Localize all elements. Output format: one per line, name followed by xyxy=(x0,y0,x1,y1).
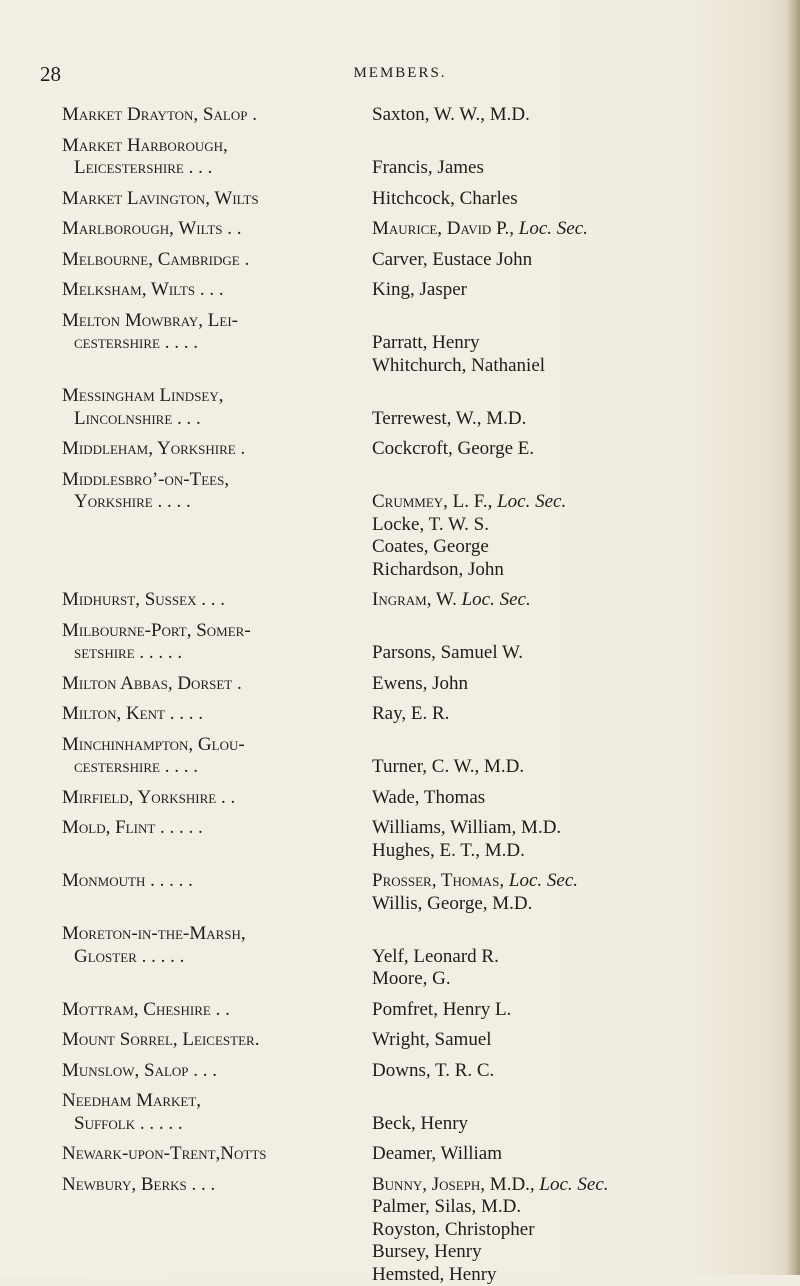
place-name xyxy=(62,385,372,430)
member-names xyxy=(372,1090,762,1135)
member-names xyxy=(372,589,762,612)
place-line: Lincolnshire . . . xyxy=(62,408,372,431)
member-names xyxy=(372,310,762,378)
member-name: Hitchcock, Charles xyxy=(372,188,762,211)
member-name: Beck, Henry xyxy=(372,1113,762,1136)
name-suffix: M.D., xyxy=(485,1174,535,1195)
line-spacer xyxy=(372,310,762,333)
page-header xyxy=(0,62,800,90)
member-name: Terrewest, W., M.D. xyxy=(372,408,762,431)
line-spacer xyxy=(372,385,762,408)
member-name: Francis, James xyxy=(372,157,762,180)
member-name xyxy=(372,589,762,612)
place-line: Suffolk . . . . . xyxy=(62,1113,372,1136)
member-list xyxy=(62,104,762,1286)
local-secretary-label: Loc. Sec. xyxy=(535,1174,609,1195)
place-line: Gloster . . . . . xyxy=(62,946,372,969)
member-names xyxy=(372,673,762,696)
secretary-name: Maurice, David P., xyxy=(372,218,514,239)
member-name: Moore, G. xyxy=(372,968,762,991)
member-names xyxy=(372,620,762,665)
secretary-name: Ingram, W. xyxy=(372,589,457,610)
place-name xyxy=(62,1174,372,1286)
member-name: Palmer, Silas, M.D. xyxy=(372,1196,762,1219)
place-line: Market Drayton, Salop . xyxy=(62,104,372,127)
place-name xyxy=(62,469,372,582)
member-name: Downs, T. R. C. xyxy=(372,1060,762,1083)
secretary-name: Bunny, Joseph, xyxy=(372,1174,485,1195)
place-line: Moreton-in-the-Marsh, xyxy=(62,923,372,946)
member-names xyxy=(372,385,762,430)
place-name xyxy=(62,673,372,696)
member-name: Ewens, John xyxy=(372,673,762,696)
member-name xyxy=(372,218,762,241)
member-names xyxy=(372,249,762,272)
member-names xyxy=(372,923,762,991)
member-entry xyxy=(62,469,762,582)
place-line: Mottram, Cheshire . . xyxy=(62,999,372,1022)
member-name xyxy=(372,870,762,893)
member-names xyxy=(372,438,762,461)
local-secretary-label: Loc. Sec. xyxy=(504,870,578,891)
place-name xyxy=(62,870,372,915)
local-secretary-label: Loc. Sec. xyxy=(457,589,531,610)
member-entry xyxy=(62,787,762,810)
place-line: cestershire . . . . xyxy=(62,332,372,355)
member-entry xyxy=(62,310,762,378)
member-name: Parsons, Samuel W. xyxy=(372,642,762,665)
line-spacer xyxy=(372,1090,762,1113)
place-line: Melbourne, Cambridge . xyxy=(62,249,372,272)
member-name: Yelf, Leonard R. xyxy=(372,946,762,969)
place-line: Mount Sorrel, Leicester. xyxy=(62,1029,372,1052)
member-entry xyxy=(62,999,762,1022)
place-line: Milton Abbas, Dorset . xyxy=(62,673,372,696)
member-name: Cockcroft, George E. xyxy=(372,438,762,461)
place-line: Newark-upon-Trent,Notts xyxy=(62,1143,372,1166)
member-names xyxy=(372,218,762,241)
place-name xyxy=(62,817,372,862)
member-names xyxy=(372,279,762,302)
running-head: MEMBERS. xyxy=(0,65,800,82)
local-secretary-label: Loc. Sec. xyxy=(492,491,566,512)
member-names xyxy=(372,734,762,779)
place-name xyxy=(62,1143,372,1166)
member-names xyxy=(372,787,762,810)
place-line: Milbourne-Port, Somer- xyxy=(62,620,372,643)
place-name xyxy=(62,249,372,272)
place-line: Middleham, Yorkshire . xyxy=(62,438,372,461)
member-names xyxy=(372,469,762,582)
member-names xyxy=(372,1174,762,1286)
place-line: Melksham, Wilts . . . xyxy=(62,279,372,302)
member-entry xyxy=(62,1060,762,1083)
member-name xyxy=(372,491,762,514)
place-line: setshire . . . . . xyxy=(62,642,372,665)
place-name xyxy=(62,703,372,726)
member-name: Bursey, Henry xyxy=(372,1241,762,1264)
local-secretary-label: Loc. Sec. xyxy=(514,218,588,239)
place-name xyxy=(62,279,372,302)
member-entry xyxy=(62,385,762,430)
place-line: Minchinhampton, Glou- xyxy=(62,734,372,757)
member-name xyxy=(372,1174,762,1197)
place-name xyxy=(62,999,372,1022)
member-name: Deamer, William xyxy=(372,1143,762,1166)
place-line: Monmouth . . . . . xyxy=(62,870,372,893)
place-name xyxy=(62,1060,372,1083)
place-line: Middlesbro’-on-Tees, xyxy=(62,469,372,492)
member-entry xyxy=(62,673,762,696)
secretary-name: Prosser, Thomas, xyxy=(372,870,504,891)
line-spacer xyxy=(372,734,762,757)
place-line: Newbury, Berks . . . xyxy=(62,1174,372,1197)
place-line: Munslow, Salop . . . xyxy=(62,1060,372,1083)
member-names xyxy=(372,1143,762,1166)
member-entry xyxy=(62,279,762,302)
page-number: 28 xyxy=(40,62,61,87)
place-name xyxy=(62,1029,372,1052)
member-name: Hughes, E. T., M.D. xyxy=(372,840,762,863)
member-names xyxy=(372,104,762,127)
member-names xyxy=(372,870,762,915)
member-name: Pomfret, Henry L. xyxy=(372,999,762,1022)
member-entry xyxy=(62,1029,762,1052)
place-line: Needham Market, xyxy=(62,1090,372,1113)
member-names xyxy=(372,188,762,211)
line-spacer xyxy=(372,469,762,492)
place-name xyxy=(62,135,372,180)
member-names xyxy=(372,817,762,862)
line-spacer xyxy=(372,135,762,158)
member-entry xyxy=(62,817,762,862)
member-name: Royston, Christopher xyxy=(372,1219,762,1242)
member-name: Hemsted, Henry xyxy=(372,1264,762,1286)
place-name xyxy=(62,218,372,241)
place-name xyxy=(62,1090,372,1135)
member-entry xyxy=(62,1090,762,1135)
member-entry xyxy=(62,188,762,211)
member-entry xyxy=(62,734,762,779)
member-entry xyxy=(62,249,762,272)
member-name: Richardson, John xyxy=(372,559,762,582)
member-name: Locke, T. W. S. xyxy=(372,514,762,537)
place-line: Leicestershire . . . xyxy=(62,157,372,180)
line-spacer xyxy=(372,923,762,946)
place-line: Marlborough, Wilts . . xyxy=(62,218,372,241)
place-line: Market Harborough, xyxy=(62,135,372,158)
place-line: Melton Mowbray, Lei- xyxy=(62,310,372,333)
member-names xyxy=(372,1029,762,1052)
place-name xyxy=(62,787,372,810)
page-edge xyxy=(786,0,800,1275)
place-name xyxy=(62,923,372,991)
member-name: Carver, Eustace John xyxy=(372,249,762,272)
member-name: Wade, Thomas xyxy=(372,787,762,810)
place-line: Midhurst, Sussex . . . xyxy=(62,589,372,612)
member-names xyxy=(372,703,762,726)
place-name xyxy=(62,438,372,461)
place-name xyxy=(62,188,372,211)
member-names xyxy=(372,135,762,180)
place-name xyxy=(62,620,372,665)
member-entry xyxy=(62,104,762,127)
member-entry xyxy=(62,1174,762,1286)
member-entry xyxy=(62,1143,762,1166)
member-name: Coates, George xyxy=(372,536,762,559)
member-name: Whitchurch, Nathaniel xyxy=(372,355,762,378)
line-spacer xyxy=(372,620,762,643)
place-line: Mold, Flint . . . . . xyxy=(62,817,372,840)
member-entry xyxy=(62,923,762,991)
place-name xyxy=(62,589,372,612)
member-name: Turner, C. W., M.D. xyxy=(372,756,762,779)
member-entry xyxy=(62,218,762,241)
member-entry xyxy=(62,135,762,180)
place-line: Messingham Lindsey, xyxy=(62,385,372,408)
place-name xyxy=(62,104,372,127)
member-entry xyxy=(62,589,762,612)
member-names xyxy=(372,1060,762,1083)
member-name: Parratt, Henry xyxy=(372,332,762,355)
member-entry xyxy=(62,438,762,461)
secretary-name: Crummey, L. F., xyxy=(372,491,492,512)
member-entry xyxy=(62,703,762,726)
member-entry xyxy=(62,620,762,665)
member-entry xyxy=(62,870,762,915)
place-name xyxy=(62,734,372,779)
member-name: Wright, Samuel xyxy=(372,1029,762,1052)
member-names xyxy=(372,999,762,1022)
place-line: Yorkshire . . . . xyxy=(62,491,372,514)
place-line: Milton, Kent . . . . xyxy=(62,703,372,726)
place-name xyxy=(62,310,372,378)
place-line: Market Lavington, Wilts xyxy=(62,188,372,211)
member-name: Saxton, W. W., M.D. xyxy=(372,104,762,127)
member-name: Ray, E. R. xyxy=(372,703,762,726)
member-name: Williams, William, M.D. xyxy=(372,817,762,840)
place-line: Mirfield, Yorkshire . . xyxy=(62,787,372,810)
place-line: cestershire . . . . xyxy=(62,756,372,779)
member-name: Willis, George, M.D. xyxy=(372,893,762,916)
member-name: King, Jasper xyxy=(372,279,762,302)
